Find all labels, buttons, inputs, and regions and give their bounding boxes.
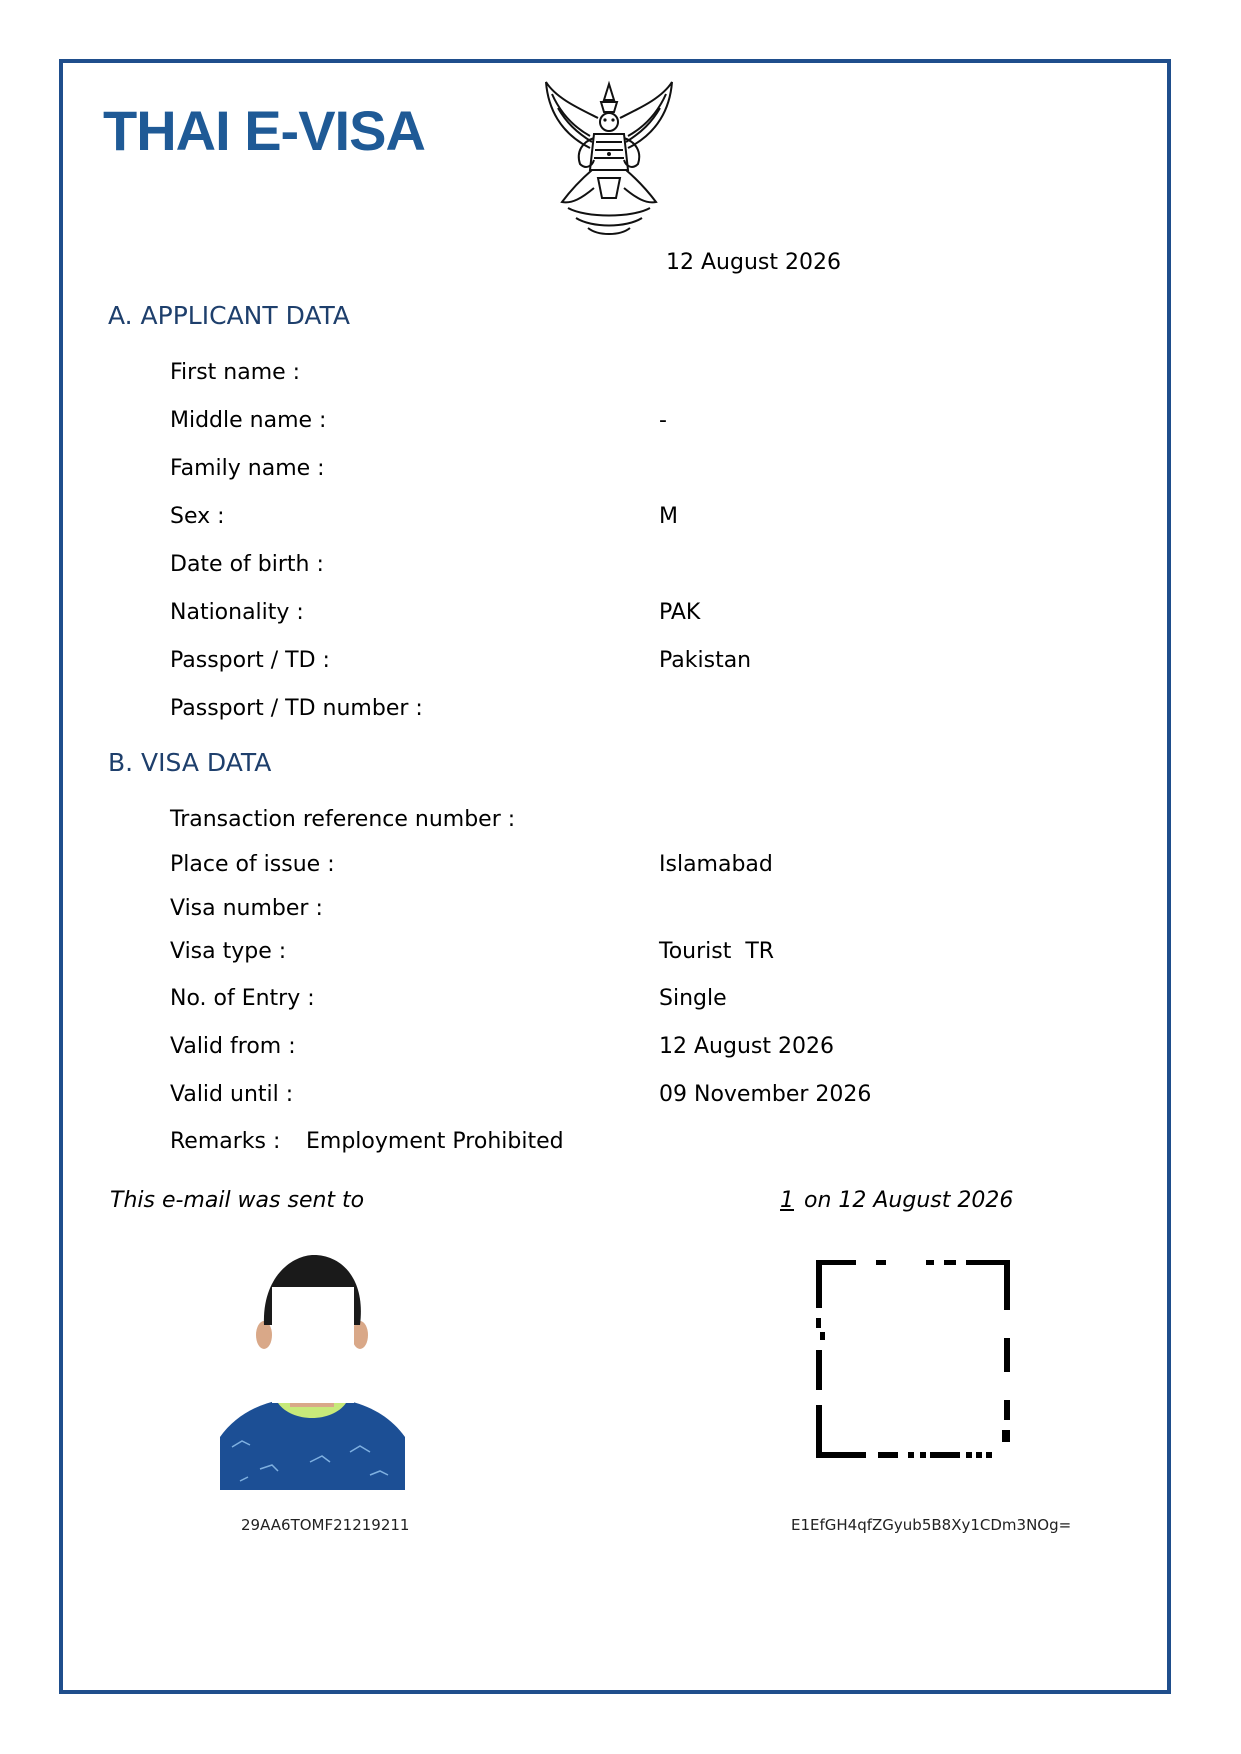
label-transaction-ref: Transaction reference number : bbox=[170, 807, 516, 832]
value-place-of-issue: Islamabad bbox=[659, 852, 773, 877]
value-no-of-entry: Single bbox=[659, 986, 727, 1011]
sent-number: 1 bbox=[780, 1188, 794, 1213]
label-visa-type: Visa type : bbox=[170, 939, 287, 964]
applicant-photo-illustration bbox=[220, 1247, 405, 1490]
label-date-of-birth: Date of birth : bbox=[170, 552, 324, 577]
value-valid-from: 12 August 2026 bbox=[659, 1034, 834, 1059]
label-middle-name: Middle name : bbox=[170, 408, 327, 433]
qr-code bbox=[816, 1260, 1010, 1458]
section-applicant-title: A. APPLICANT DATA bbox=[108, 301, 350, 330]
sent-to-text: This e-mail was sent to bbox=[110, 1188, 365, 1213]
garuda-emblem-icon bbox=[538, 78, 680, 238]
value-sex: M bbox=[659, 504, 678, 529]
label-first-name: First name : bbox=[170, 360, 301, 385]
label-valid-from: Valid from : bbox=[170, 1034, 296, 1059]
label-nationality: Nationality : bbox=[170, 600, 304, 625]
label-remarks: Remarks : bbox=[170, 1129, 281, 1154]
label-visa-number: Visa number : bbox=[170, 896, 323, 921]
value-valid-until: 09 November 2026 bbox=[659, 1082, 872, 1107]
label-passport: Passport / TD : bbox=[170, 648, 330, 673]
sent-on-date: on 12 August 2026 bbox=[804, 1188, 1014, 1213]
value-middle-name: - bbox=[659, 408, 667, 433]
label-passport-number: Passport / TD number : bbox=[170, 696, 423, 721]
value-nationality: PAK bbox=[659, 600, 701, 625]
label-no-of-entry: No. of Entry : bbox=[170, 986, 315, 1011]
label-place-of-issue: Place of issue : bbox=[170, 852, 335, 877]
section-visa-title: B. VISA DATA bbox=[108, 748, 272, 777]
label-sex: Sex : bbox=[170, 504, 225, 529]
photo-code: 29AA6TOMF21219211 bbox=[241, 1516, 410, 1534]
label-family-name: Family name : bbox=[170, 456, 325, 481]
brand-title: THAI E-VISA bbox=[103, 99, 425, 162]
label-valid-until: Valid until : bbox=[170, 1082, 294, 1107]
qr-code-text: E1EfGH4qfZGyub5B8Xy1CDm3NOg= bbox=[791, 1516, 1072, 1534]
value-passport: Pakistan bbox=[659, 648, 752, 673]
issue-date: 12 August 2026 bbox=[666, 250, 841, 275]
value-remarks: Employment Prohibited bbox=[306, 1129, 564, 1154]
applicant-photo bbox=[220, 1247, 405, 1490]
value-visa-type: Tourist TR bbox=[659, 939, 775, 964]
